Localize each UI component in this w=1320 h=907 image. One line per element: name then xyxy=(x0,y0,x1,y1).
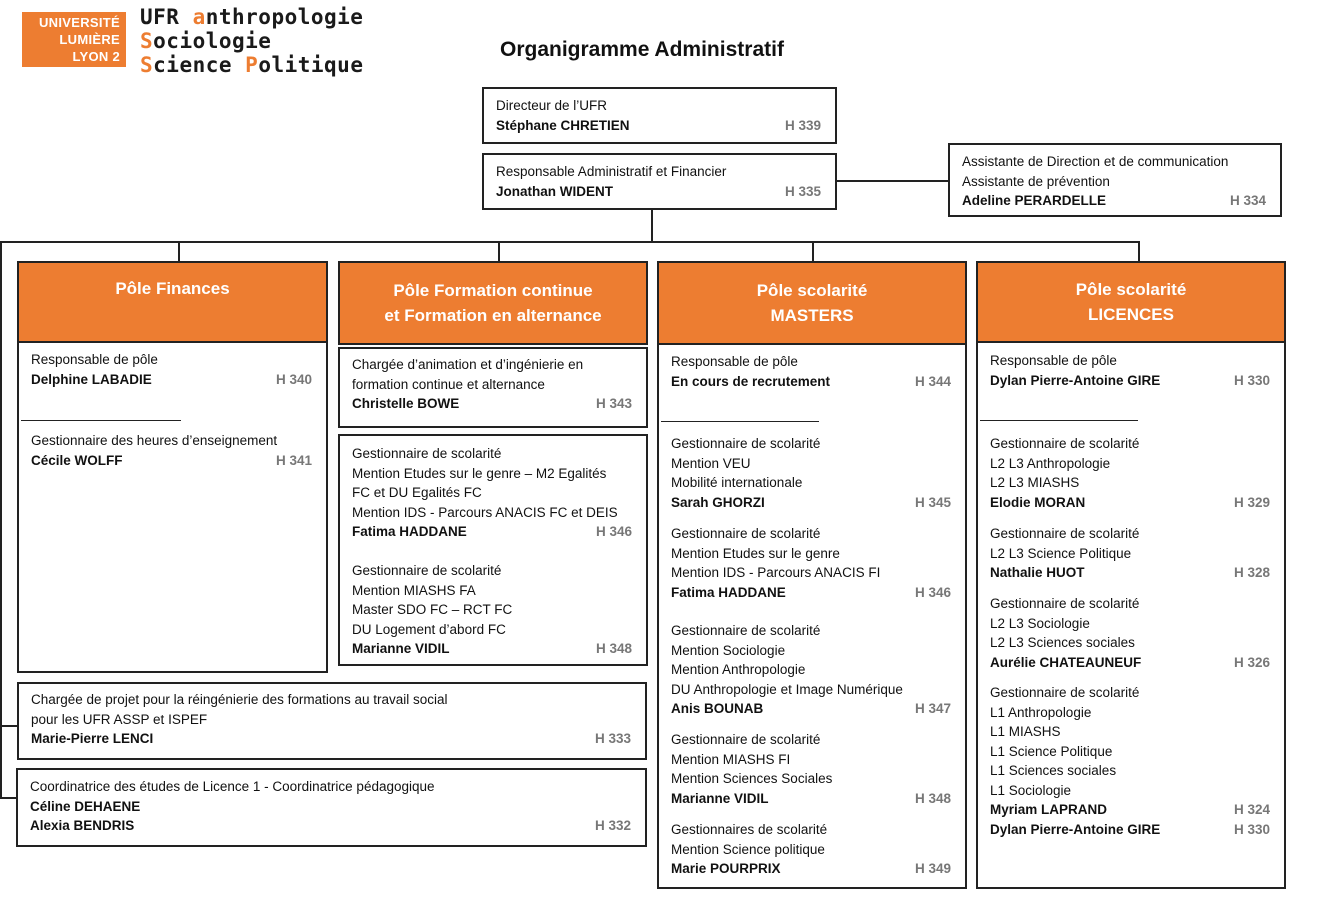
masters-entry-5: Gestionnaires de scolarité Mention Science politique Marie POURPRIX H 349 xyxy=(671,822,951,876)
pole-formation-header: Pôle Formation continue et Formation en alternance xyxy=(340,263,646,343)
licences-entry-1: Gestionnaire de scolarité L2 L3 Anthropologie L2 L3 MIASHS Elodie MORAN H 329 xyxy=(990,436,1270,510)
licences-entry-2: Gestionnaire de scolarité L2 L3 Science Politique Nathalie HUOT H 328 xyxy=(990,526,1270,580)
pole-finances-box xyxy=(17,261,328,673)
licences-separator xyxy=(980,420,1138,421)
connector-finances xyxy=(178,241,180,263)
logo-line-1: UNIVERSITÉ xyxy=(38,15,120,30)
projet-entry: Chargée de projet pour la réingénierie des formations au travail social pour les UFR ASSP et ISPEF Marie-Pierre LENCI H 333 xyxy=(31,692,631,746)
finances-entry-1: Gestionnaire des heures d’enseignement Cécile WOLFF H 341 xyxy=(31,433,312,468)
logo-line-3: LYON 2 xyxy=(72,49,120,64)
connector-left-vertical xyxy=(0,241,2,799)
page-title: Organigramme Administratif xyxy=(500,38,784,61)
connector-formation xyxy=(498,241,500,263)
pole-formation-header-box xyxy=(338,261,648,345)
pole-licences-box xyxy=(976,261,1286,889)
masters-entry-3: Gestionnaire de scolarité Mention Sociologie Mention Anthropologie DU Anthropologie et Image Numérique Anis BOUNAB H 347 xyxy=(671,623,951,716)
formation-bottom-box xyxy=(338,434,648,666)
connector-main-vertical xyxy=(651,208,653,242)
formation-entry-0: Gestionnaire de scolarité Mention Etudes sur le genre – M2 Egalités FC et DU Egalités FC Mention IDS - Parcours ANACIS FC et DEIS Fatima HADDANE H 346 xyxy=(352,446,632,539)
masters-entry-4: Gestionnaire de scolarité Mention MIASHS FI Mention Sciences Sociales Marianne VIDIL H 348 xyxy=(671,732,951,806)
masters-entry-1: Gestionnaire de scolarité Mention VEU Mobilité internationale Sarah GHORZI H 345 xyxy=(671,436,951,510)
connector-assistant xyxy=(835,180,950,182)
formation-entry-1: Gestionnaire de scolarité Mention MIASHS FA Master SDO FC – RCT FC DU Logement d’abord FC Marianne VIDIL H 348 xyxy=(352,563,632,656)
finances-entry-0: Responsable de pôle Delphine LABADIE H 340 xyxy=(31,352,312,387)
pole-finances-header: Pôle Finances xyxy=(19,263,326,343)
masters-separator xyxy=(661,421,819,422)
masters-entry-2: Gestionnaire de scolarité Mention Etudes sur le genre Mention IDS - Parcours ANACIS FI Fatima HADDANE H 346 xyxy=(671,526,951,600)
raf-box xyxy=(482,153,837,210)
director-box xyxy=(482,87,837,144)
pole-masters-box xyxy=(657,261,967,889)
director-entry: Directeur de l’UFR Stéphane CHRETIEN H 339 xyxy=(496,98,821,133)
connector-masters xyxy=(812,241,814,263)
formation-top-entry: Chargée d’animation et d’ingénierie en formation continue et alternance Christelle BOWE H 343 xyxy=(352,357,632,411)
masters-entry-0: Responsable de pôle En cours de recrutement H 344 xyxy=(671,354,951,389)
projet-box xyxy=(17,682,647,760)
coord-entry: Coordinatrice des études de Licence 1 - Coordinatrice pédagogique Céline DEHAENE Alexia BENDRIS H 332 xyxy=(30,779,631,833)
connector-projet xyxy=(0,725,18,727)
connector-licences xyxy=(1138,241,1140,263)
raf-entry: Responsable Administratif et Financier Jonathan WIDENT H 335 xyxy=(496,164,821,199)
assistant-box xyxy=(948,143,1282,217)
formation-top-box xyxy=(338,347,648,428)
ufr-name: UFR anthropologie Sociologie Science Politique xyxy=(140,5,364,77)
licences-entry-4: Gestionnaire de scolarité L1 Anthropologie L1 MIASHS L1 Science Politique L1 Sciences sociales L1 Sociologie Myriam LAPRAND H 324 Dylan Pierre-Antoine GIRE H 330 xyxy=(990,685,1270,837)
logo-line-2: LUMIÈRE xyxy=(59,32,120,47)
pole-licences-header: Pôle scolarité LICENCES xyxy=(978,263,1284,343)
licences-entry-0: Responsable de pôle Dylan Pierre-Antoine GIRE H 330 xyxy=(990,353,1270,388)
licences-entry-3: Gestionnaire de scolarité L2 L3 Sociologie L2 L3 Sciences sociales Aurélie CHATEAUNEUF H 326 xyxy=(990,596,1270,670)
finances-separator xyxy=(21,420,181,421)
university-logo xyxy=(22,12,126,67)
pole-masters-header: Pôle scolarité MASTERS xyxy=(659,263,965,345)
connector-horizontal xyxy=(0,241,1140,243)
coord-box xyxy=(16,768,647,847)
assistant-entry: Assistante de Direction et de communication Assistante de prévention Adeline PERARDELLE H 334 xyxy=(962,154,1266,208)
